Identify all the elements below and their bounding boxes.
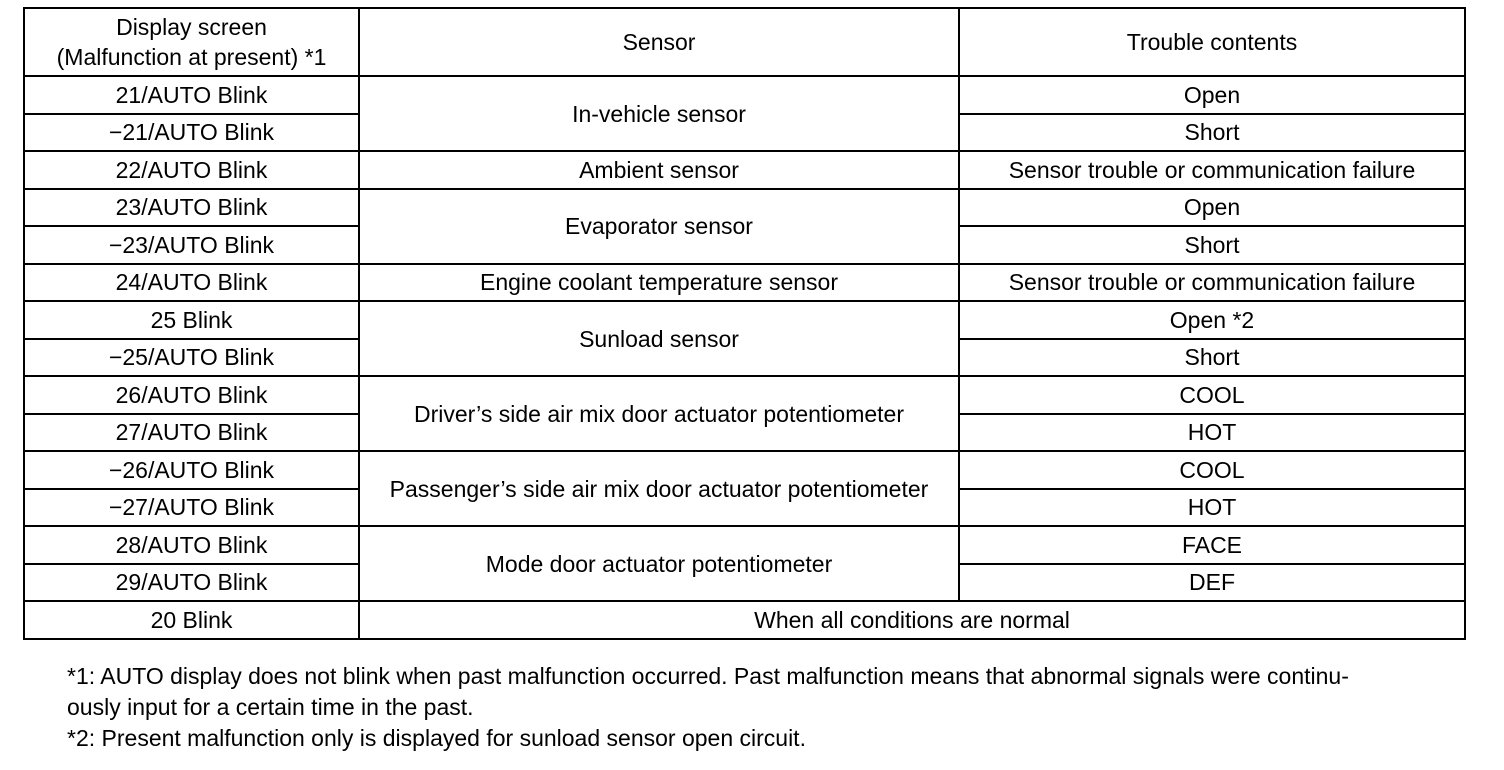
trouble-cell: COOL xyxy=(959,376,1465,414)
header-display-line1: Display screen xyxy=(116,14,267,40)
sensor-cell: In-vehicle sensor xyxy=(359,76,959,151)
footnote-1-line-2: ously input for a certain time in the past. xyxy=(67,694,474,720)
table-row xyxy=(24,76,1465,114)
display-cell: −23/AUTO Blink xyxy=(24,226,359,264)
display-cell: −21/AUTO Blink xyxy=(24,114,359,152)
display-cell: 28/AUTO Blink xyxy=(24,526,359,564)
table-row xyxy=(24,264,1465,302)
footnote-2: *2: Present malfunction only is displayed for sunload sensor open circuit. xyxy=(67,725,806,751)
trouble-cell: HOT xyxy=(959,489,1465,527)
display-cell: 24/AUTO Blink xyxy=(24,264,359,302)
sensor-cell: Mode door actuator potentiometer xyxy=(359,526,959,601)
trouble-cell: DEF xyxy=(959,564,1465,602)
sensor-cell: Passenger’s side air mix door actuator potentiometer xyxy=(359,451,959,526)
trouble-cell: Sensor trouble or communication failure xyxy=(959,264,1465,302)
header-display-screen xyxy=(24,8,359,76)
display-cell: 20 Blink xyxy=(24,601,359,639)
trouble-cell: Short xyxy=(959,339,1465,377)
display-cell: 26/AUTO Blink xyxy=(24,376,359,414)
header-trouble-contents: Trouble contents xyxy=(959,8,1465,76)
table-row xyxy=(24,526,1465,564)
display-cell: 29/AUTO Blink xyxy=(24,564,359,602)
header-display-line2: (Malfunction at present) *1 xyxy=(56,44,327,70)
trouble-cell: FACE xyxy=(959,526,1465,564)
table-row xyxy=(24,151,1465,189)
display-cell: 21/AUTO Blink xyxy=(24,76,359,114)
footnotes xyxy=(67,661,1467,754)
display-cell: 27/AUTO Blink xyxy=(24,414,359,452)
display-cell: −27/AUTO Blink xyxy=(24,489,359,527)
sensor-cell: Sunload sensor xyxy=(359,301,959,376)
table-row xyxy=(24,601,1465,639)
trouble-cell: Open *2 xyxy=(959,301,1465,339)
trouble-cell: HOT xyxy=(959,414,1465,452)
display-cell: −25/AUTO Blink xyxy=(24,339,359,377)
sensor-cell: Driver’s side air mix door actuator potentiometer xyxy=(359,376,959,451)
table-row xyxy=(24,451,1465,489)
display-cell: −26/AUTO Blink xyxy=(24,451,359,489)
display-cell: 23/AUTO Blink xyxy=(24,189,359,227)
trouble-cell: Open xyxy=(959,189,1465,227)
table-row xyxy=(24,301,1465,339)
trouble-cell: Short xyxy=(959,226,1465,264)
trouble-cell: Open xyxy=(959,76,1465,114)
header-row xyxy=(24,8,1465,76)
header-sensor: Sensor xyxy=(359,8,959,76)
table-row xyxy=(24,376,1465,414)
table-row xyxy=(24,189,1465,227)
sensor-cell: Engine coolant temperature sensor xyxy=(359,264,959,302)
footnote-1-line-1: *1: AUTO display does not blink when past malfunction occurred. Past malfunction means that abnormal signals were continu- xyxy=(67,663,1349,689)
diagnosis-table xyxy=(23,7,1466,640)
display-cell: 25 Blink xyxy=(24,301,359,339)
sensor-cell: Evaporator sensor xyxy=(359,189,959,264)
trouble-cell: COOL xyxy=(959,451,1465,489)
normal-conditions-cell: When all conditions are normal xyxy=(359,601,1465,639)
sensor-cell: Ambient sensor xyxy=(359,151,959,189)
display-cell: 22/AUTO Blink xyxy=(24,151,359,189)
trouble-cell: Sensor trouble or communication failure xyxy=(959,151,1465,189)
trouble-cell: Short xyxy=(959,114,1465,152)
